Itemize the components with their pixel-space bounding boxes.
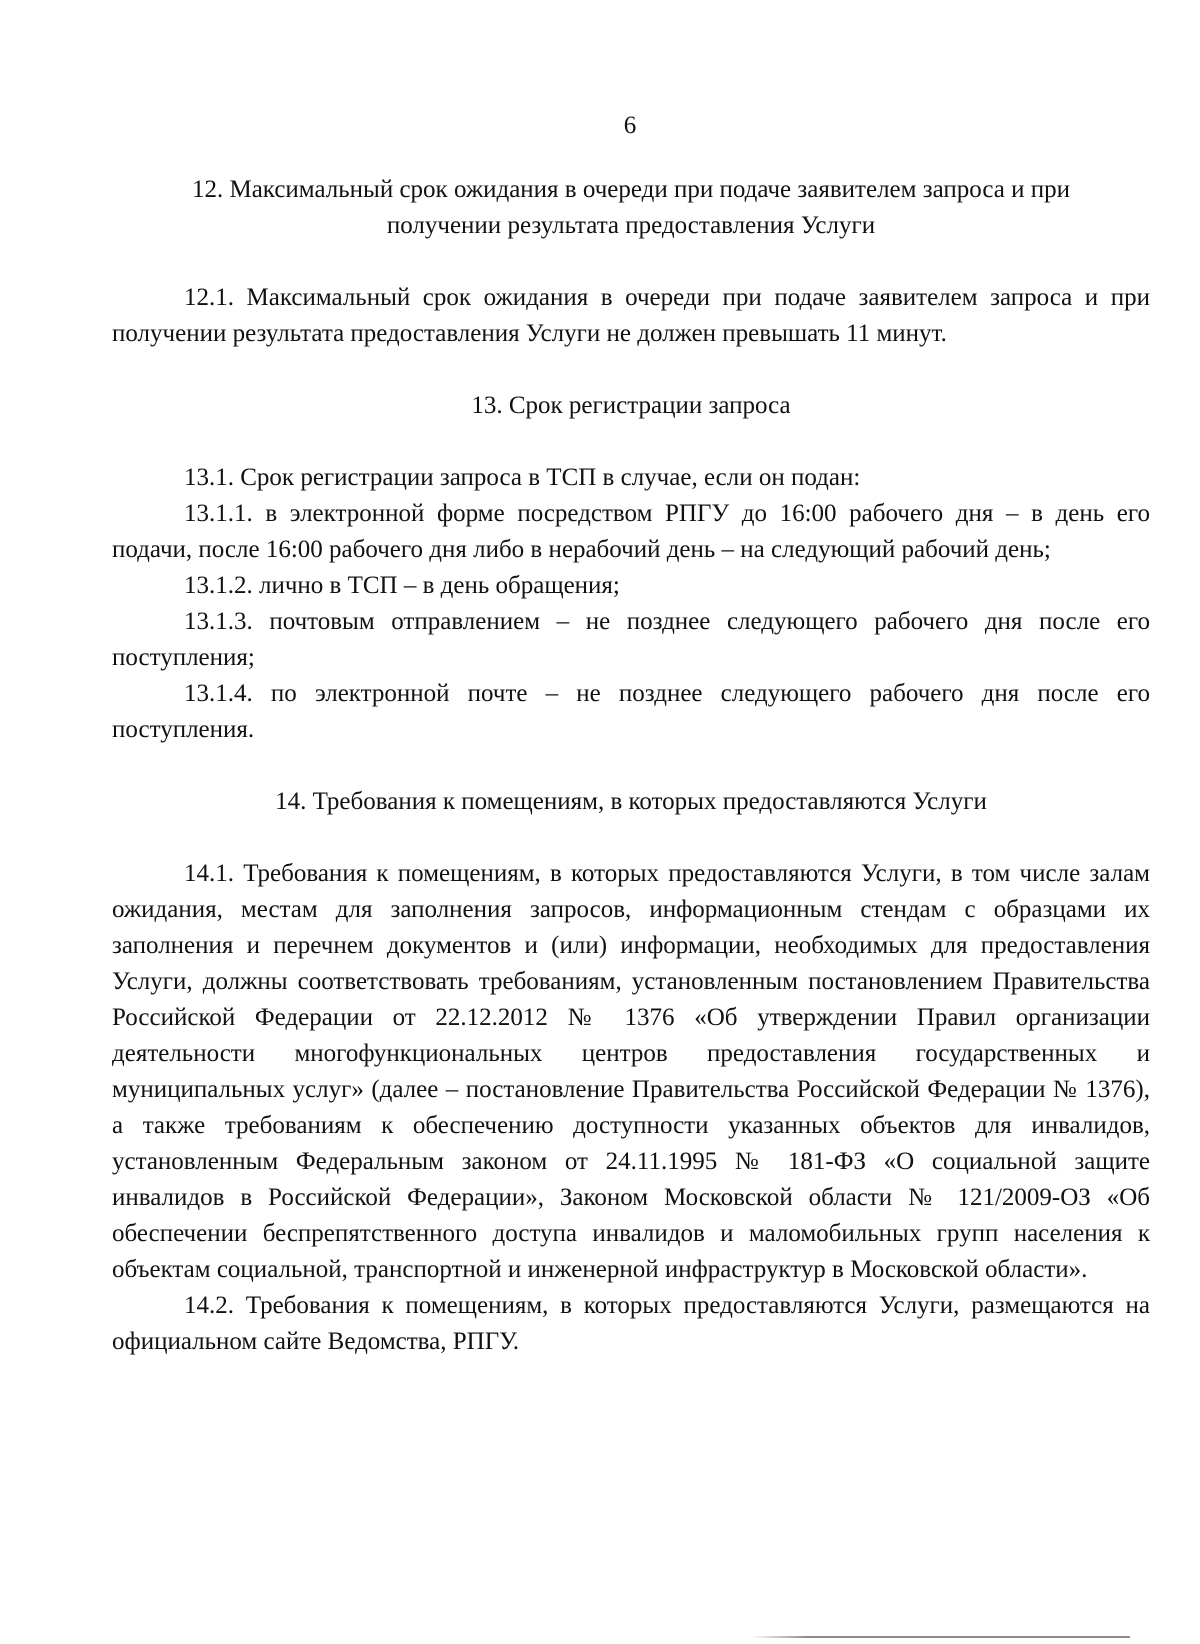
paragraph: 13.1.1. в электронной форме посредством РПГУ до 16:00 рабочего дня – в день его подачи, после 16:00 рабочего дня либо в нерабочий день – на следующий рабочий день; [112, 500, 1150, 563]
section-heading [112, 172, 1150, 244]
section-heading-line: 12. Максимальный срок ожидания в очереди при подаче заявителем запроса и при [191, 176, 1070, 203]
section-heading [112, 388, 1150, 424]
section-13 [112, 388, 1150, 748]
paragraph: 13.1.3. почтовым отправлением – не позднее следующего рабочего дня после его поступления; [112, 608, 1150, 671]
section-heading-line: 14. Требования к помещениям, в которых предоставляются Услуги [275, 788, 987, 815]
section-heading-line: получении результата предоставления Услуги [386, 212, 876, 239]
paragraph: 13.1.4. по электронной почте – не позднее следующего рабочего дня после его поступления. [112, 680, 1150, 743]
paragraph: 12.1. Максимальный срок ожидания в очереди при подаче заявителем запроса и при получении результата предоставления Услуги не должен превышать 11 минут. [112, 284, 1150, 347]
section-heading-line: 13. Срок регистрации запроса [471, 392, 791, 419]
section-14 [112, 784, 1150, 1360]
section-12 [112, 172, 1150, 352]
paragraph: 14.1. Требования к помещениям, в которых предоставляются Услуги, в том числе залам ожидания, местам для заполнения запросов, информационным стендам с образцами их заполнения и перечнем документов и (или) информации, необходимых для предоставления Услуги, должны соответствовать требованиям, установленным постановлением Правительства Российской Федерации от 22.12.2012 № 1376 «Об утверждении Правил организации деятельности многофункциональных центров предоставления государственных и муниципальных услуг» (далее – постановление Правительства Российской Федерации № 1376), а также требованиям к обеспечению доступности указанных объектов для инвалидов, установленным Федеральным законом от 24.11.1995 № 181-ФЗ «О социальной защите инвалидов в Российской Федерации», Законом Московской области № 121/2009-ОЗ «Об обеспечении беспрепятственного доступа инвалидов и маломобильных групп населения к объектам социальной, транспортной и инженерной инфраструктур в Московской области». [112, 860, 1150, 1283]
paragraph: 13.1.2. лично в ТСП – в день обращения; [184, 572, 620, 599]
page-number: 6 [623, 112, 637, 139]
section-heading [112, 784, 1150, 820]
paragraph: 14.2. Требования к помещениям, в которых предоставляются Услуги, размещаются на официальном сайте Ведомства, РПГУ. [112, 1292, 1150, 1355]
paragraph: 13.1. Срок регистрации запроса в ТСП в случае, если он подан: [184, 464, 861, 491]
scan-edge-line [750, 1636, 1130, 1638]
document-body [112, 172, 1150, 1360]
